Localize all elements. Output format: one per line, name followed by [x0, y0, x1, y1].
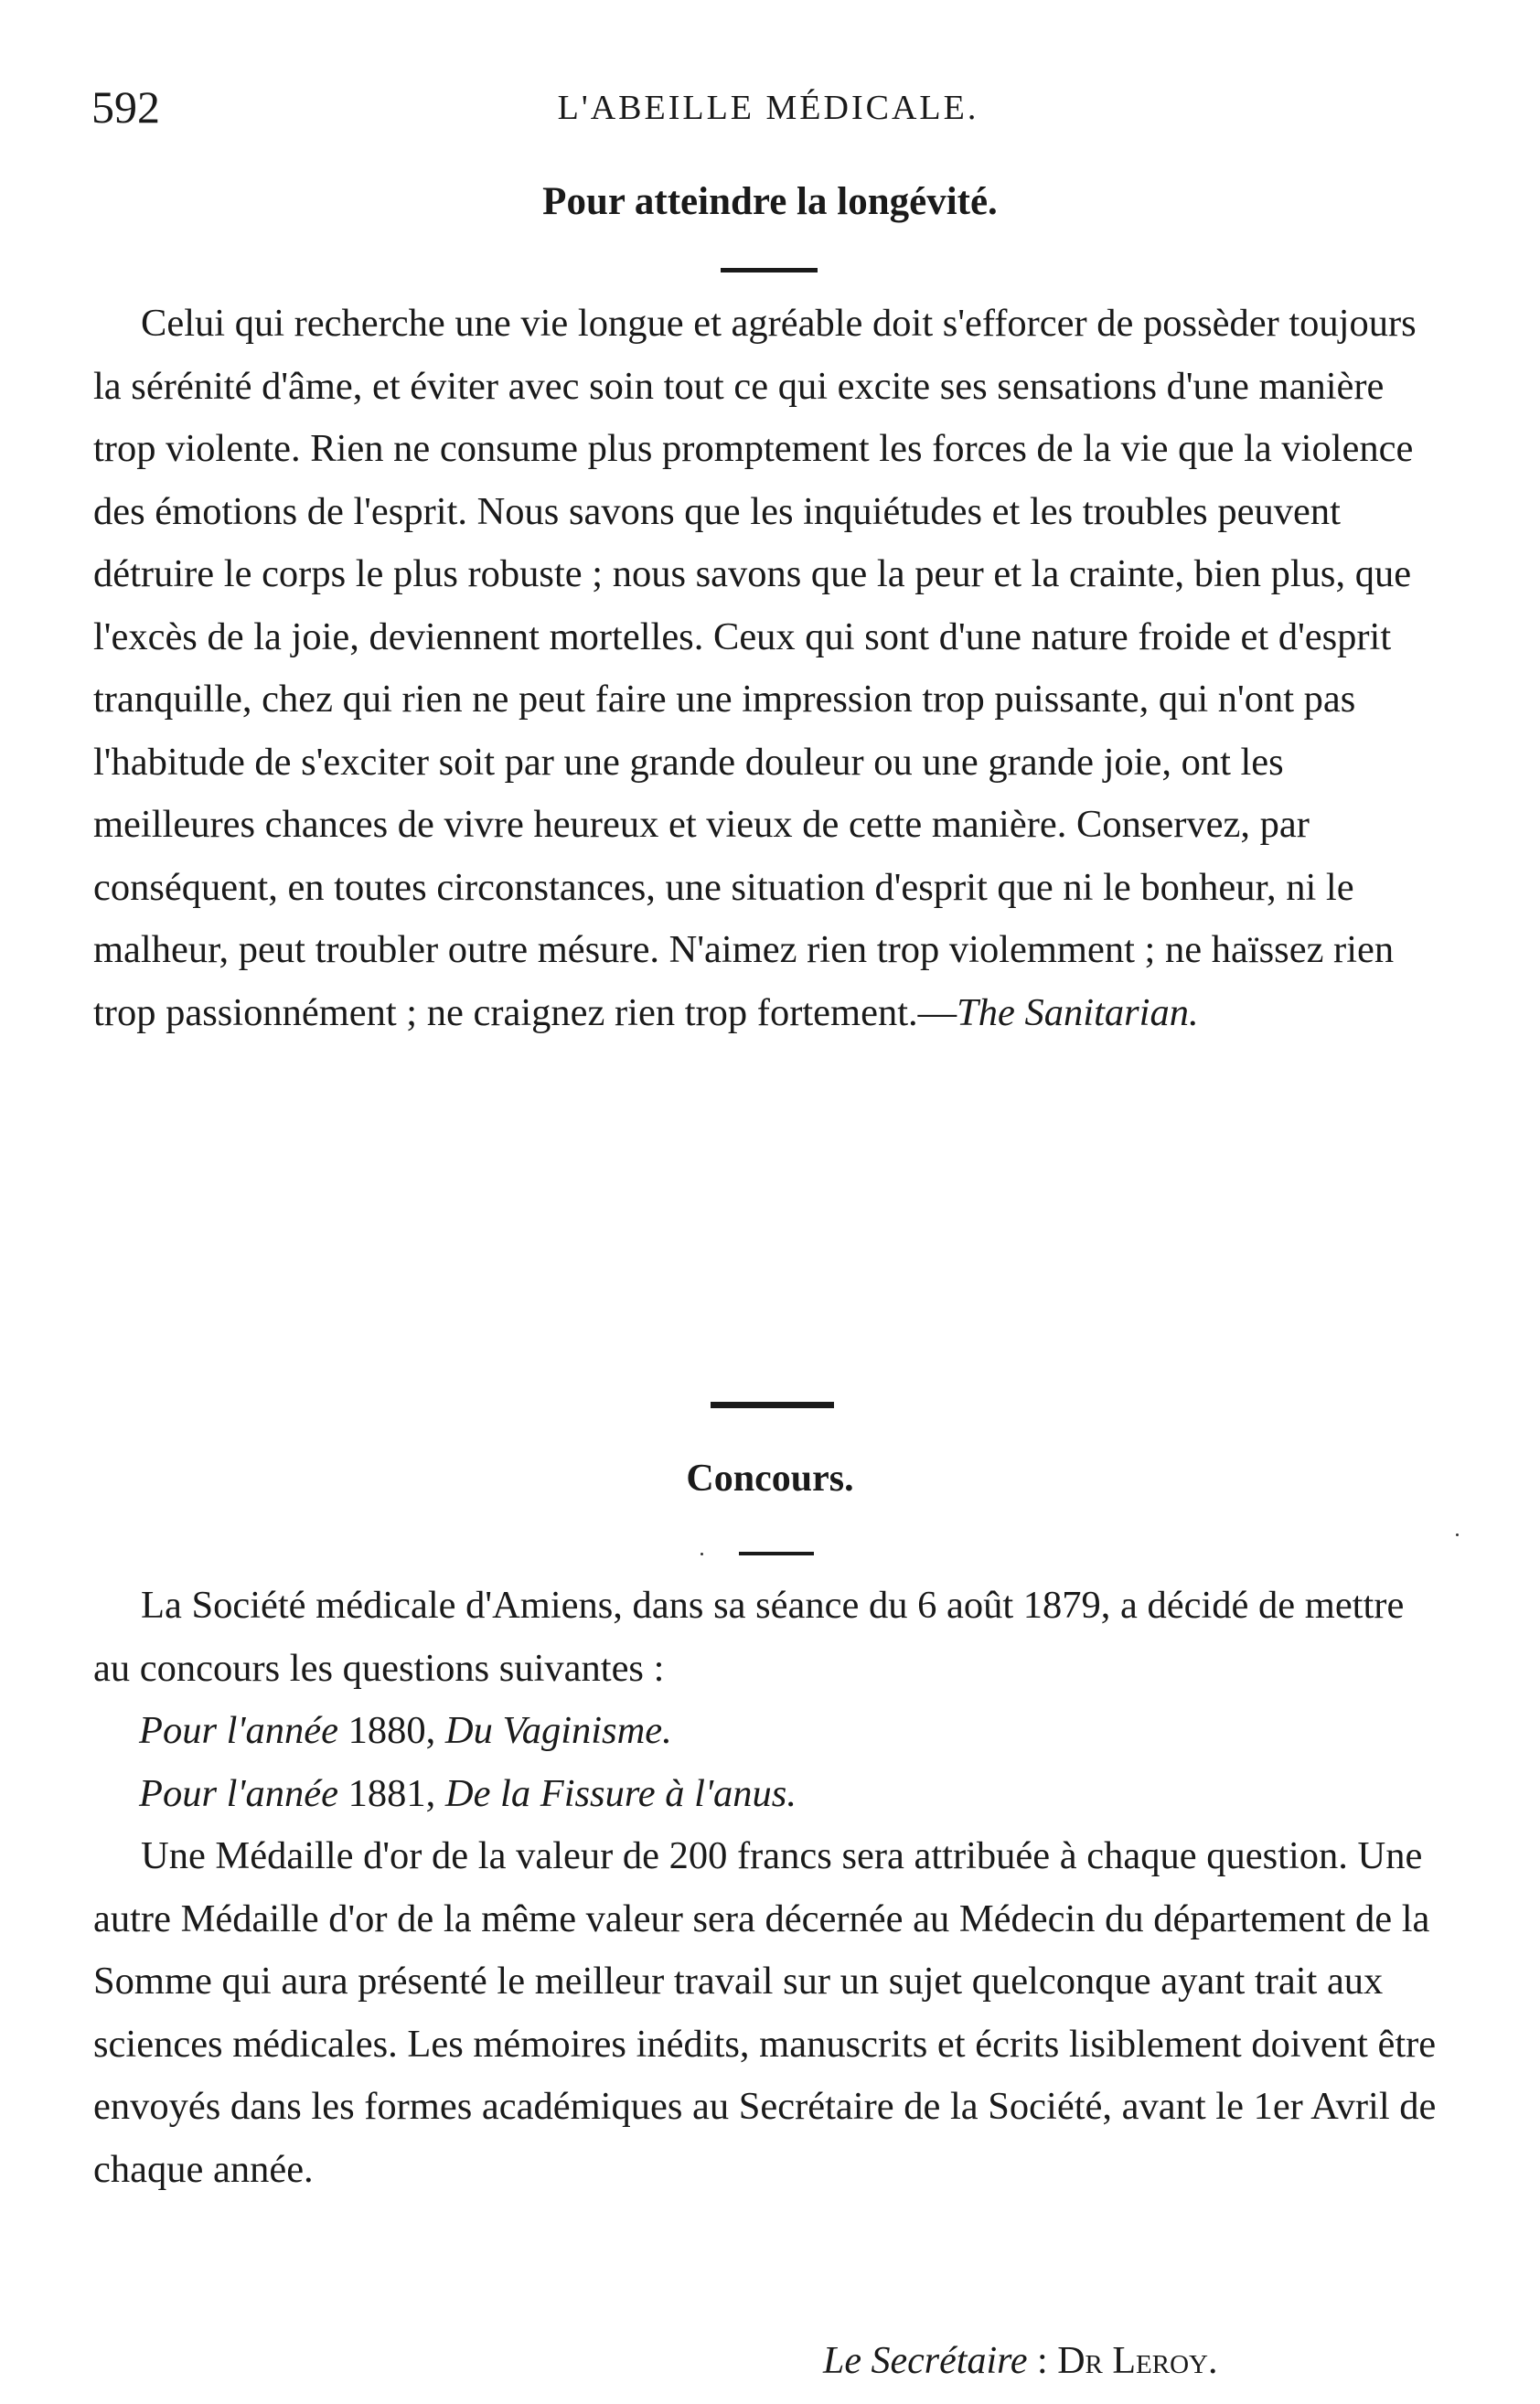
- signature: [823, 2339, 1218, 2383]
- source-dash: —: [917, 990, 957, 1034]
- source-citation: The Sanitarian.: [957, 990, 1199, 1034]
- question-year: 1880,: [348, 1709, 436, 1752]
- question-subject: De la Fissure à l'anus.: [444, 1771, 797, 1815]
- intro-paragraph: La Société médicale d'Amiens, dans sa séance du 6 août 1879, a décidé de mettre au concours les questions suivantes :: [93, 1584, 1405, 1690]
- section-divider: [711, 1402, 834, 1408]
- signature-label: Le Secrétaire: [823, 2340, 1028, 2382]
- page-number: 592: [91, 81, 160, 133]
- running-head: L'ABEILLE MÉDICALE.: [557, 89, 979, 127]
- article-title-concours: Concours.: [686, 1458, 854, 1500]
- article-title-longevity: Pour atteindre la longévité.: [542, 180, 998, 223]
- question-label: Pour l'année: [139, 1709, 338, 1752]
- print-speck: [700, 1553, 703, 1555]
- question-1: [93, 1700, 1443, 1763]
- question-year: 1881,: [348, 1771, 436, 1815]
- article-body-concours: [93, 1575, 1443, 2201]
- title-rule: [739, 1552, 814, 1555]
- question-label: Pour l'année: [139, 1771, 338, 1815]
- title-rule: [721, 268, 818, 272]
- body-paragraph: [93, 293, 1443, 1044]
- prize-paragraph: Une Médaille d'or de la valeur de 200 francs sera attribuée à chaque question. Une autre Médaille d'or de la même valeur sera décernée au Médecin du département de la Somme qui aura présenté le meilleur travail sur un sujet quelconque ayant trait aux sciences médicales. Les mémoires inédits, manuscrits et écrits lisiblement doivent être envoyés dans les formes académiques au Secrétaire de la Société, avant le 1er Avril de chaque année.: [93, 1834, 1437, 2191]
- article-body-longevity: [93, 293, 1443, 1044]
- body-text: Celui qui recherche une vie longue et agréable doit s'efforcer de possèder toujours la sérénité d'âme, et éviter avec soin tout ce qui excite ses sensations d'une manière trop violente. Rien ne consume plus promptement les forces de la vie que la violence des émotions de l'esprit. Nous savons que les inquiétudes et les troubles peuvent détruire le corps le plus robuste ; nous savons que la peur et la crainte, bien plus, que l'excès de la joie, deviennent mortelles. Ceux qui sont d'une nature froide et d'esprit tranquille, chez qui rien ne peut faire une impression trop puissante, qui n'ont pas l'habitude de s'exciter soit par une grande douleur ou une grande joie, ont les meilleures chances de vivre heureux et vieux de cette manière. Conservez, par conséquent, en toutes circonstances, une situation d'esprit que ni le bonheur, ni le malheur, peut troubler outre mésure. N'aimez rien trop violemment ; ne haïssez rien trop passionnément ; ne craignez rien trop fortement.: [93, 302, 1417, 1034]
- question-subject: Du Vaginisme.: [444, 1709, 672, 1752]
- print-speck: [1456, 1533, 1459, 1536]
- signature-separator: :: [1027, 2340, 1058, 2382]
- signature-name: Dr Leroy.: [1057, 2340, 1218, 2382]
- page-header: [91, 80, 1445, 144]
- question-2: [93, 1763, 1443, 1826]
